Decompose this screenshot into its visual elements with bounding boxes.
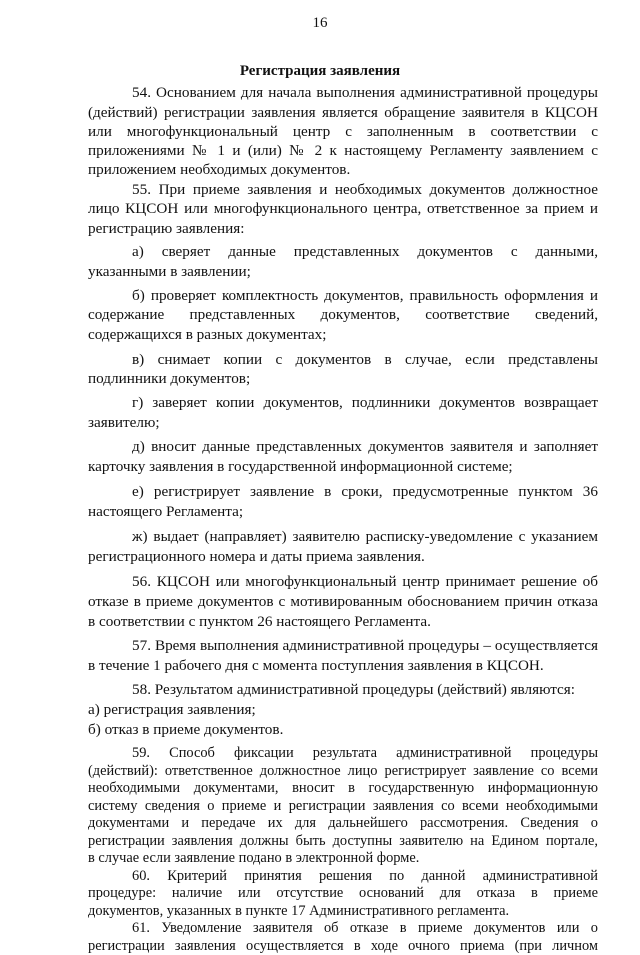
page-number: 16 bbox=[312, 15, 328, 31]
text-line: (действий): ответственное должностное лицо регистрирует заявление со всеми bbox=[88, 762, 598, 779]
text-line: ж) выдает (направляет) заявителю расписку-уведомление с указанием bbox=[132, 528, 598, 545]
text-line: регистрационного номера и даты приема заявления. bbox=[88, 548, 425, 565]
text-line: 58. Результатом административной процедуры (действий) являются: bbox=[132, 681, 576, 698]
text-line: регистрации заявления осуществляется в ходе очного приема (при личном bbox=[88, 937, 598, 954]
text-line: а) регистрация заявления; bbox=[88, 701, 256, 718]
text-line: б) отказ в приеме документов. bbox=[88, 721, 284, 738]
text-line: г) заверяет копии документов, подлинники документов возвращает bbox=[132, 394, 598, 411]
section-heading: Регистрация заявления bbox=[239, 63, 401, 79]
text-line: процедуре: наличие или отсутствие оснований для отказа в приеме bbox=[88, 885, 598, 901]
text-line: (действий) регистрации заявления является обращение заявителя в КЦСОН bbox=[88, 104, 598, 121]
text-line: указанными в заявлении; bbox=[88, 263, 251, 280]
text-line: 54. Основанием для начала выполнения административной процедуры bbox=[132, 84, 598, 101]
text-line: настоящего Регламента; bbox=[88, 503, 244, 520]
text-line: регистрации заявления должны быть доступны заявителю на Едином портале, bbox=[88, 832, 598, 849]
text-line: д) вносит данные представленных документов заявителя и заполняет bbox=[132, 438, 598, 455]
text-line: 59. Способ фиксации результата административной процедуры bbox=[132, 745, 598, 761]
text-line: в) снимает копии с документов в случае, если представлены bbox=[132, 351, 598, 368]
text-line: содержание представленных документов, соответствие сведений, bbox=[88, 306, 598, 323]
text-line: 60. Критерий принятия решения по данной административной bbox=[132, 867, 598, 884]
text-line: систему сведения о приеме и регистрации заявления со всеми необходимыми bbox=[88, 797, 598, 814]
text-line: е) регистрирует заявление в сроки, предусмотренные пунктом 36 bbox=[132, 483, 598, 500]
text-line: 55. При приеме заявления и необходимых документов должностное bbox=[132, 181, 598, 198]
text-line: приложением необходимых документов. bbox=[88, 161, 351, 178]
text-line: подлинники документов; bbox=[88, 370, 251, 387]
text-line: а) сверяет данные представленных документов с данными, bbox=[132, 243, 598, 260]
text-line: приложениями № 1 и (или) № 2 к настоящему Регламенту заявлением с bbox=[88, 142, 598, 159]
text-line: заявителю; bbox=[88, 414, 160, 431]
text-line: 56. КЦСОН или многофункциональный центр принимает решение об bbox=[132, 573, 598, 590]
text-line: или многофункциональный центр с заполненным в соответствии с bbox=[88, 123, 598, 140]
text-line: документов, указанных в пункте 17 Административного регламента. bbox=[88, 902, 510, 919]
text-line: содержащихся в разных документах; bbox=[88, 326, 327, 343]
text-line: необходимыми документами, вносит в государственную информационную bbox=[88, 780, 598, 796]
text-line: б) проверяет комплектность документов, правильность оформления и bbox=[132, 287, 598, 304]
text-line: 61. Уведомление заявителя об отказе в приеме документов или о bbox=[132, 920, 598, 936]
text-line: отказе в приеме документов с мотивированным обоснованием причин отказа bbox=[88, 593, 598, 610]
text-line: лицо КЦСОН или многофункционального центра, ответственное за прием и bbox=[88, 200, 598, 217]
text-line: карточку заявления в государственной информационной системе; bbox=[88, 458, 513, 475]
text-line: 57. Время выполнения административной процедуры – осуществляется bbox=[132, 637, 598, 654]
text-line: документами и передаче их для дальнейшего рассмотрения. Сведения о bbox=[88, 815, 598, 831]
text-line: регистрацию заявления: bbox=[88, 220, 245, 237]
text-line: в течение 1 рабочего дня с момента поступления заявления в КЦСОН. bbox=[88, 657, 544, 674]
text-line: в соответствии с пунктом 26 настоящего Регламента. bbox=[88, 613, 431, 630]
text-line: в случае если заявление подано в электронной форме. bbox=[88, 850, 420, 866]
